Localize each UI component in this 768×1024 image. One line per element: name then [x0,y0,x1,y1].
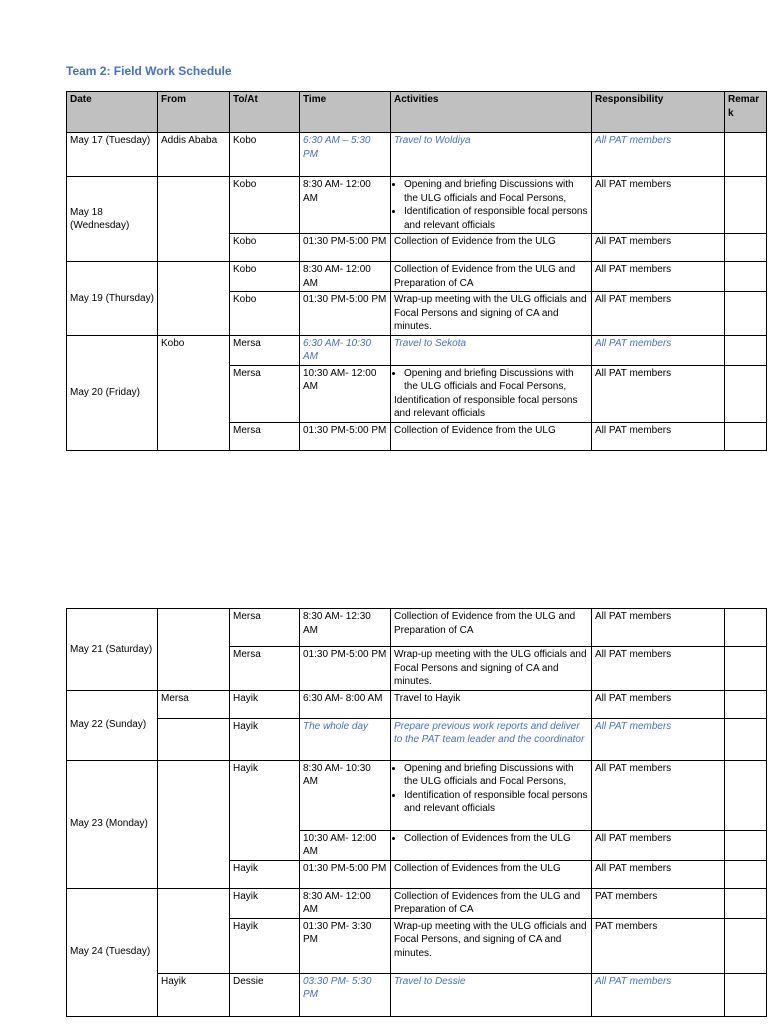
schedule-table-2 [66,608,767,1017]
responsibility-cell: All PAT members [592,609,725,647]
to-cell: Kobo [230,262,300,292]
from-cell [158,760,230,888]
time-cell: 01:30 PM-5:00 PM [300,234,391,262]
remark-cell [725,973,767,1016]
time-cell: 01:30 PM-5:00 PM [300,292,391,336]
activity-bullet: • Opening and briefing Discussions with the ULG officials and Focal Persons, [404,367,588,394]
remark-cell [725,609,767,647]
activity-cell: Collection of Evidences from the ULG and Preparation of CA [391,888,592,918]
table-row [67,133,767,177]
to-cell: Mersa [230,365,300,422]
responsibility-cell: All PAT members [592,647,725,691]
remark-cell [725,690,767,718]
to-cell: Hayik [230,918,300,973]
time-cell: 01:30 PM-5:00 PM [300,860,391,888]
to-cell: Hayik [230,718,300,760]
remark-cell [725,177,767,234]
to-cell: Hayik [230,760,300,860]
activity-cell: Travel to Sekota [391,335,592,365]
activity-cell: Collection of Evidence from the ULG and Preparation of CA [391,262,592,292]
activity-cell [391,177,592,234]
from-cell [158,609,230,691]
responsibility-cell: All PAT members [592,177,725,234]
time-cell: The whole day [300,718,391,760]
header-to: To/At [230,92,300,133]
activity-cell: Prepare previous work reports and deliver to the PAT team leader and the coordinator [391,718,592,760]
page-title: Team 2: Field Work Schedule [66,64,232,78]
responsibility-cell: All PAT members [592,234,725,262]
responsibility-cell: All PAT members [592,335,725,365]
to-cell: Hayik [230,860,300,888]
date-cell: May 22 (Sunday) [67,690,158,760]
time-cell: 01:30 PM- 3:30 PM [300,918,391,973]
time-cell: 01:30 PM-5:00 PM [300,647,391,691]
header-date: Date [67,92,158,133]
table-row [67,760,767,830]
remark-cell [725,422,767,450]
activity-cell: Travel to Hayik [391,690,592,718]
table-row [67,718,767,760]
time-cell: 8:30 AM- 12:00 AM [300,177,391,234]
to-cell: Kobo [230,234,300,262]
responsibility-cell: All PAT members [592,133,725,177]
remark-cell [725,647,767,691]
from-cell: Kobo [158,335,230,450]
time-cell: 10:30 AM- 12:00 AM [300,365,391,422]
remark-cell [725,133,767,177]
to-cell: Mersa [230,647,300,691]
from-cell: Mersa [158,690,230,718]
remark-cell [725,830,767,860]
remark-cell [725,262,767,292]
activity-cell: Wrap-up meeting with the ULG officials and Focal Persons and signing of CA and minutes. [391,292,592,336]
table-row [67,973,767,1016]
to-cell: Dessie [230,973,300,1016]
responsibility-cell: All PAT members [592,292,725,336]
header-activities: Activities [391,92,592,133]
responsibility-cell: All PAT members [592,860,725,888]
from-cell [158,177,230,262]
to-cell: Kobo [230,292,300,336]
time-cell: 01:30 PM-5:00 PM [300,422,391,450]
schedule-table-1 [66,91,767,451]
remark-cell [725,292,767,336]
date-cell: May 17 (Tuesday) [67,133,158,177]
activity-cell [391,760,592,830]
table-header-row [67,92,767,133]
header-from: From [158,92,230,133]
to-cell: Mersa [230,422,300,450]
activity-cell: Collection of Evidence from the ULG [391,422,592,450]
remark-cell [725,335,767,365]
date-cell: May 24 (Tuesday) [67,888,158,1016]
to-cell: Kobo [230,177,300,234]
activity-cell: Travel to Woldiya [391,133,592,177]
responsibility-cell: All PAT members [592,973,725,1016]
to-cell: Kobo [230,133,300,177]
from-cell: Hayik [158,973,230,1016]
responsibility-cell: All PAT members [592,365,725,422]
from-cell [158,718,230,760]
table-row [67,262,767,292]
remark-cell [725,888,767,918]
responsibility-cell: All PAT members [592,262,725,292]
activity-cell: Collection of Evidences from the ULG [391,860,592,888]
activity-cell [391,830,592,860]
activity-bullet: • Opening and briefing Discussions with the ULG officials and Focal Persons, [404,178,588,205]
activity-bullet: • Identification of responsible focal persons and relevant officials [404,789,588,816]
responsibility-cell: All PAT members [592,718,725,760]
responsibility-cell: PAT members [592,888,725,918]
header-responsibility: Responsibility [592,92,725,133]
table-row [67,609,767,647]
remark-cell [725,234,767,262]
time-cell: 8:30 AM- 12:00 AM [300,888,391,918]
table-row [67,335,767,365]
to-cell: Hayik [230,888,300,918]
table-row [67,888,767,918]
time-cell: 10:30 AM- 12:00 AM [300,830,391,860]
from-cell [158,262,230,336]
activity-cell: Collection of Evidence from the ULG [391,234,592,262]
activity-bullet: • Collection of Evidences from the ULG [404,832,588,846]
remark-cell [725,365,767,422]
activity-cell: Travel to Dessie [391,973,592,1016]
to-cell: Hayik [230,690,300,718]
time-cell: 6:30 AM- 10:30 AM [300,335,391,365]
time-cell: 8:30 AM- 12:00 AM [300,262,391,292]
responsibility-cell: All PAT members [592,760,725,830]
responsibility-cell: All PAT members [592,422,725,450]
header-time: Time [300,92,391,133]
time-cell: 6:30 AM – 5:30 PM [300,133,391,177]
activity-cell: Wrap-up meeting with the ULG officials and Focal Persons, and signing of CA and minutes. [391,918,592,973]
time-cell: 8:30 AM- 12:30 AM [300,609,391,647]
header-remark: Remar k [725,92,767,133]
activity-text: Identification of responsible focal persons and relevant officials [394,394,578,419]
remark-cell [725,718,767,760]
responsibility-cell: PAT members [592,918,725,973]
remark-cell [725,860,767,888]
activity-cell [391,365,592,422]
responsibility-cell: All PAT members [592,830,725,860]
time-cell: 03:30 PM- 5:30 PM [300,973,391,1016]
date-cell: May 20 (Friday) [67,335,158,450]
time-cell: 8:30 AM- 10:30 AM [300,760,391,830]
activity-cell: Collection of Evidence from the ULG and Preparation of CA [391,609,592,647]
activity-cell: Wrap-up meeting with the ULG officials and Focal Persons and signing of CA and minutes. [391,647,592,691]
remark-cell [725,760,767,830]
table-row [67,177,767,234]
date-cell: May 21 (Saturday) [67,609,158,691]
date-cell: May 19 (Thursday) [67,262,158,336]
date-cell: May 23 (Monday) [67,760,158,888]
to-cell: Mersa [230,609,300,647]
responsibility-cell: All PAT members [592,690,725,718]
from-cell: Addis Ababa [158,133,230,177]
activity-bullet: • Opening and briefing Discussions with the ULG officials and Focal Persons, [404,762,588,789]
activity-bullet: • Identification of responsible focal persons and relevant officials [404,205,588,232]
table-row [67,690,767,718]
to-cell: Mersa [230,335,300,365]
from-cell [158,888,230,973]
date-cell: May 18 (Wednesday) [67,177,158,262]
remark-cell [725,918,767,973]
time-cell: 6:30 AM- 8:00 AM [300,690,391,718]
